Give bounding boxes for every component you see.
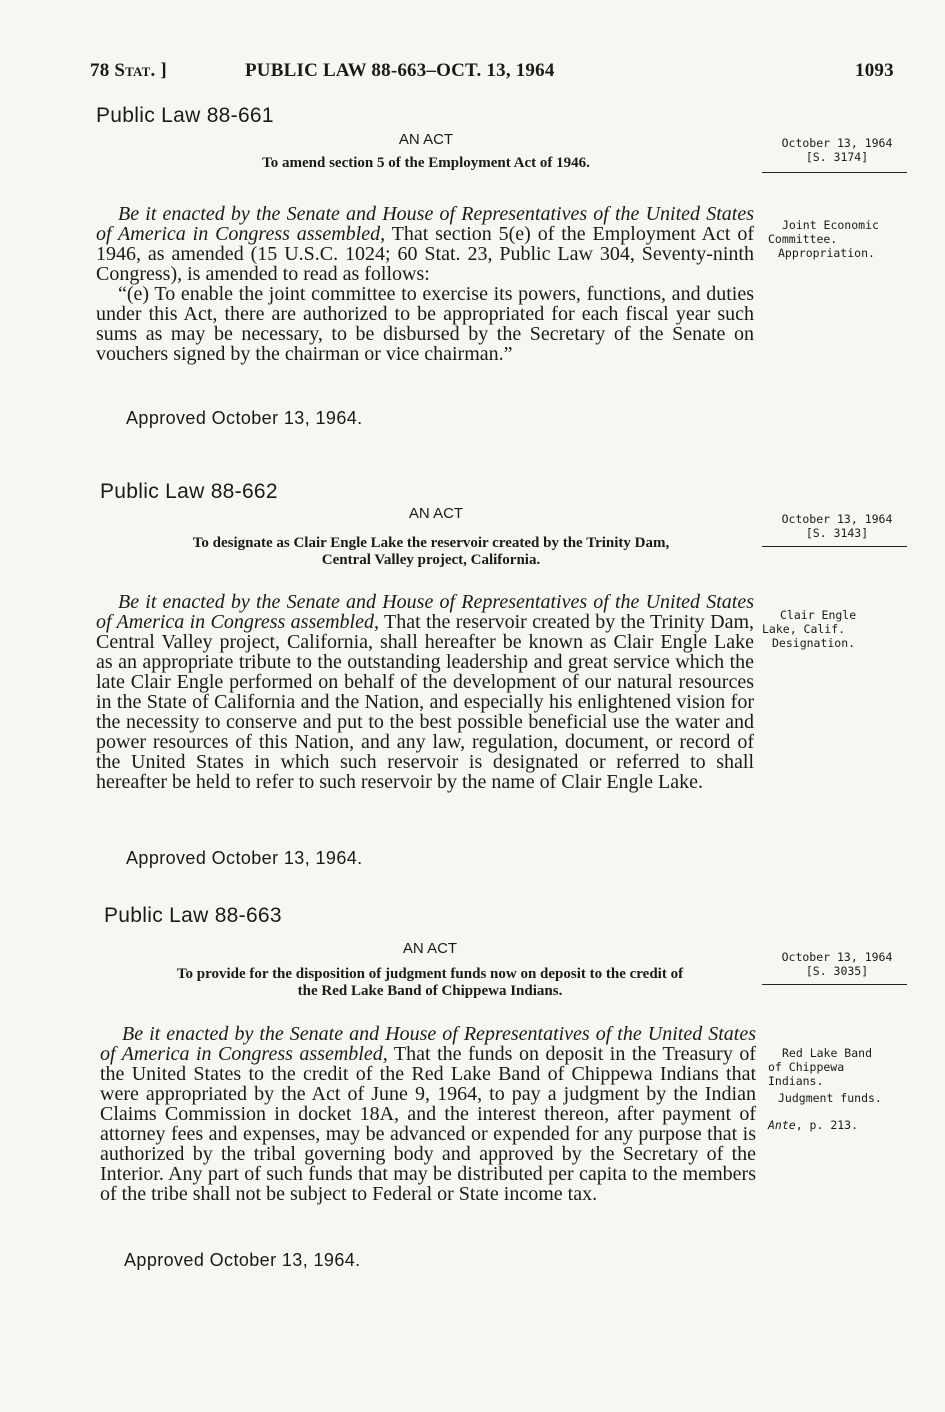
margin-notes: Clair Engle Lake, Calif. Designation. [762, 608, 857, 650]
law-text: “(e) To enable the joint committee to exercise its powers, functions, and duties under this Act, there are authorized to be appropriated for each fiscal year such sums as may be necessary, to be disbursed by the Secretary of the Senate on vouchers signed by the chairman or vice chairman.” [96, 283, 754, 365]
law-body [96, 204, 754, 364]
law-body [96, 592, 754, 792]
running-header-title: PUBLIC LAW 88-663–OCT. 13, 1964 [245, 60, 555, 81]
margin-rule [762, 984, 907, 985]
margin-rule [762, 546, 907, 547]
margin-bill-number: [S. 3143] [805, 526, 869, 540]
margin-date: October 13, 1964 [781, 136, 893, 150]
enacting-clause: Be it enacted by the Senate and House of Representatives of the United States of America in Congress assembled, [96, 591, 754, 633]
law-title: Public Law 88-662 [100, 480, 278, 503]
running-header-volume: 78 Stat. ] [90, 60, 167, 81]
approved-date: Approved October 13, 1964. [126, 408, 363, 428]
margin-date: October 13, 1964 [781, 950, 893, 964]
enacting-clause: Be it enacted by the Senate and House of Representatives of the United States of America in Congress assembled, [96, 203, 754, 245]
margin-bill-number: [S. 3035] [805, 964, 869, 978]
act-purpose: To provide for the disposition of judgment funds now on deposit to the credit of the Red Lake Band of Chippewa Indians. [176, 966, 684, 999]
margin-rule [762, 172, 907, 173]
page-number: 1093 [855, 60, 894, 81]
an-act-label: AN ACT [408, 505, 464, 522]
approved-date: Approved October 13, 1964. [124, 1250, 361, 1270]
law-text: That the reservoir created by the Trinity Dam, Central Valley project, California, shall hereafter be known as Clair Engle Lake as an appropriate tribute to the outstanding leadership and great service which the late Clair Engle performed on behalf of the development of our natural resources in the State of California and the Nation, and especially his enlightened vision for the necessity to conserve and put to the best possible beneficial use the water and power resources of this Nation, and any law, regulation, document, or record of the United States in which such reservoir is designated or referred to shall hereafter be held to refer to such reservoir by the name of Clair Engle Lake. [96, 611, 755, 793]
act-purpose: To amend section 5 of the Employment Act of 1946. [262, 155, 590, 171]
law-body [100, 1024, 756, 1204]
law-title: Public Law 88-663 [104, 904, 282, 927]
margin-notes: Joint Economic Committee. Appropriation. [768, 218, 879, 260]
act-purpose: To designate as Clair Engle Lake the reservoir created by the Trinity Dam, Central Valley project, California. [192, 535, 670, 568]
approved-date: Approved October 13, 1964. [126, 848, 363, 868]
margin-date: October 13, 1964 [781, 512, 893, 526]
law-text: That the funds on deposit in the Treasury of the United States to the credit of the Red Lake Band of Chippewa Indians that were appropriated by the Act of June 9, 1964, to pay a judgment by the Indian Claims Commission in docket 18A, and the interest thereon, after payment of attorney fees and expenses, may be advanced or expended for any purpose that is authorized by the tribal governing body and approved by the Secretary of the Interior. Any part of such funds that may be distributed per capita to the members of the tribe shall not be subject to Federal or State income tax. [100, 1043, 757, 1205]
margin-reference: Ante, p. 213. [768, 1118, 859, 1132]
law-text: That section 5(e) of the Employment Act of 1946, as amended (15 U.S.C. 1024; 60 Stat. 23, Public Law 304, Seventy-ninth Congress), is amended to read as follows: [96, 223, 755, 285]
margin-bill-number: [S. 3174] [805, 150, 869, 164]
an-act-label: AN ACT [402, 940, 458, 957]
margin-notes: Red Lake Band of Chippewa Indians. Judgment funds. [768, 1046, 882, 1105]
an-act-label: AN ACT [398, 131, 454, 148]
enacting-clause: Be it enacted by the Senate and House of Representatives of the United States of America in Congress assembled, [100, 1023, 756, 1065]
law-title: Public Law 88-661 [96, 104, 274, 127]
